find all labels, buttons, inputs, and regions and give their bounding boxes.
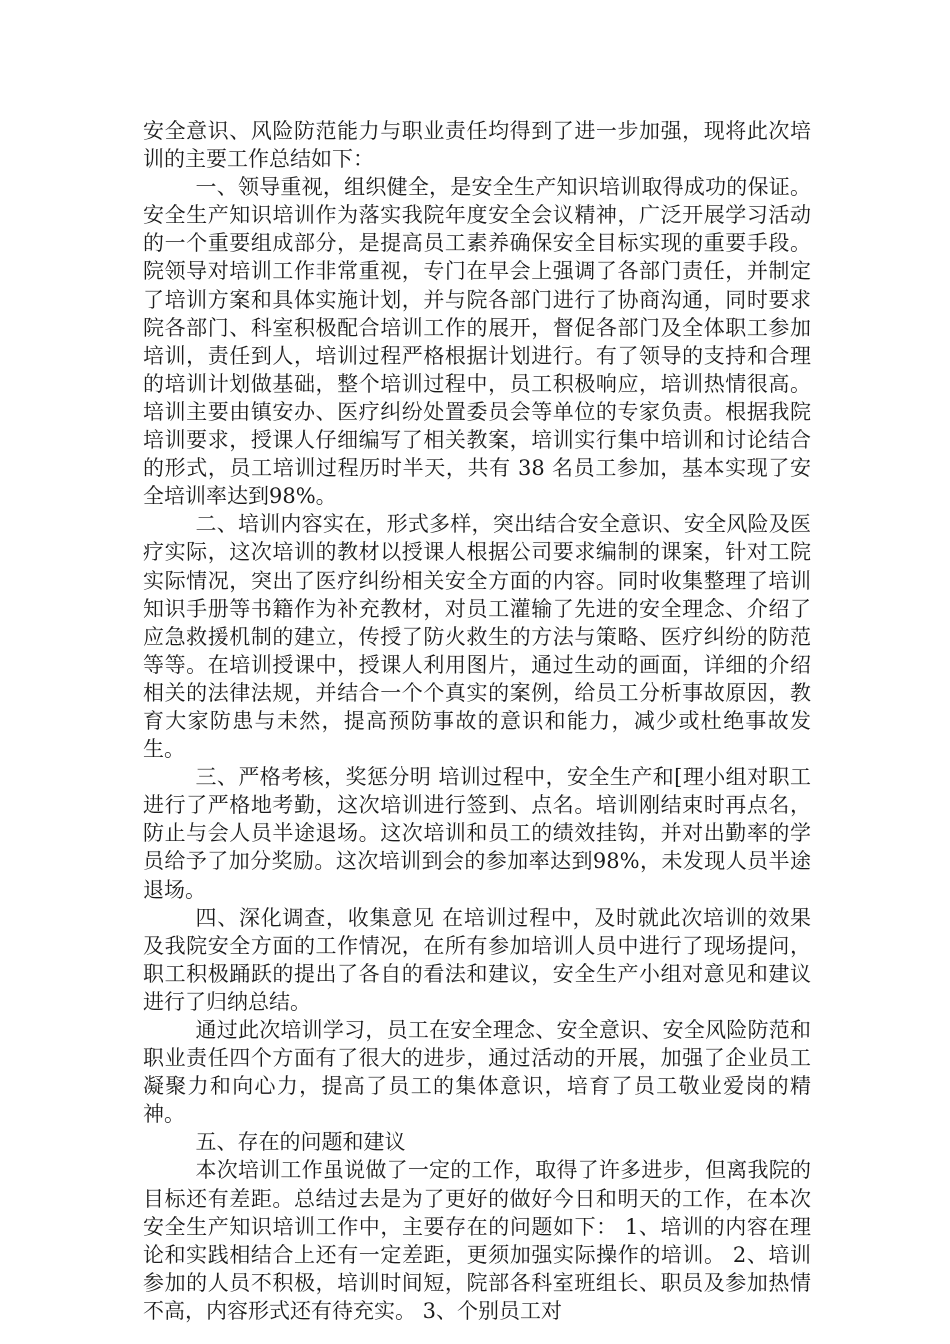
paragraph-section-4: 四、深化调查，收集意见 在培训过程中，及时就此次培训的效果及我院安全方面的工作情况，在所有参加培训人员中进行了现场提问，职工积极踊跃的提出了各自的看法和建议，安全生产小组对意见和建议进行了归纳总结。 (143, 905, 811, 1014)
paragraph-section-2: 二、培训内容实在，形式多样，突出结合安全意识、安全风险及医疗实际，这次培训的教材以授课人根据公司要求编制的课案，针对工院实际情况，突出了医疗纠纷相关安全方面的内容。同时收集整理了培训知识手册等书籍作为补充教材，对员工灌输了先进的安全理念、介绍了应急救援机制的建立，传授了防火救生的方法与策略、医疗纠纷的防范等等。在培训授课中，授课人利用图片，通过生动的画面，详细的介绍相关的法律法规，并结合一个个真实的案例，给员工分析事故原因，教育大家防患与未然，提高预防事故的意识和能力，减少或杜绝事故发生。 (143, 512, 811, 762)
paragraph-section-5: 本次培训工作虽说做了一定的工作，取得了许多进步，但离我院的目标还有差距。总结过去是为了更好的做好今日和明天的工作，在本次安全生产知识培训工作中，主要存在的问题如下： 1、培训的内容在理论和实践相结合上还有一定差距，更须加强实际操作的培训。 2、培训参加的人员不积极，培训时间短，院部各科室班组长、职员及参加热情不高，内容形式还有待充实。 3、个别员工对 (143, 1158, 811, 1323)
heading-section-5: 五、存在的问题和建议 (195, 1130, 406, 1155)
paragraph-section-3: 三、严格考核，奖惩分明 培训过程中，安全生产和[理小组对职工进行了严格地考勤，这次培训进行签到、点名。培训刚结束时再点名，防止与会人员半途退场。这次培训和员工的绩效挂钩，并对出勤率的学员给予了加分奖励。这次培训到会的参加率达到98%，未发现人员半途退场。 (143, 765, 811, 902)
paragraph-section-1: 一、领导重视，组织健全，是安全生产知识培训取得成功的保证。安全生产知识培训作为落实我院年度安全会议精神，广泛开展学习活动的一个重要组成部分，是提高员工素养确保安全目标实现的重要手段。院领导对培训工作非常重视，专门在早会上强调了各部门责任，并制定了培训方案和具体实施计划，并与院各部门进行了协商沟通，同时要求院各部门、科室积极配合培训工作的展开，督促各部门及全体职工参加培训，责任到人，培训过程严格根据计划进行。有了领导的支持和合理的培训计划做基础，整个培训过程中，员工积极响应，培训热情很高。培训主要由镇安办、医疗纠纷处置委员会等单位的专家负责。根据我院培训要求，授课人仔细编写了相关教案，培训实行集中培训和讨论结合的形式，员工培训过程历时半天，共有 38 名员工参加，基本实现了安全培训率达到98%。 (143, 175, 811, 509)
paragraph-summary: 通过此次培训学习，员工在安全理念、安全意识、安全风险防范和职业责任四个方面有了很大的进步，通过活动的开展，加强了企业员工凝聚力和向心力，提高了员工的集体意识，培育了员工敬业爱岗的精神。 (143, 1018, 811, 1127)
paragraph-intro: 安全意识、风险防范能力与职业责任均得到了进一步加强，现将此次培训的主要工作总结如下： (143, 119, 811, 172)
document-page (143, 117, 811, 1325)
